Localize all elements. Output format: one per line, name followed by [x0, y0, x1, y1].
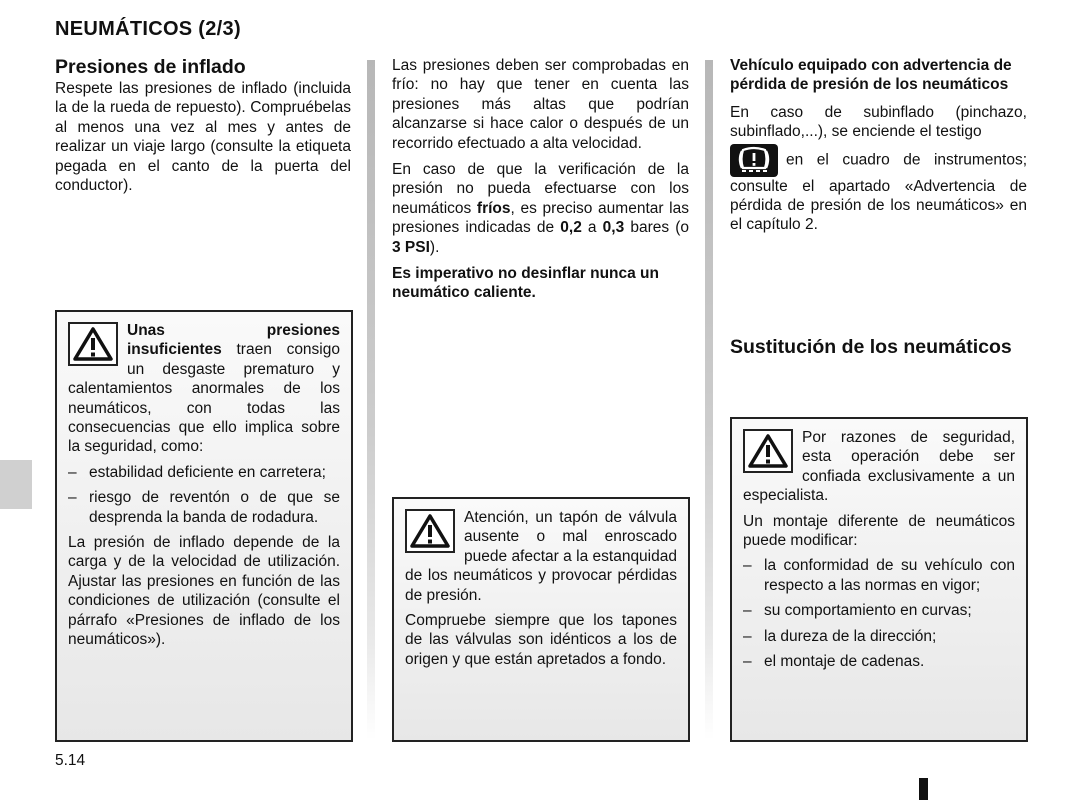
- column-2: [392, 56, 689, 310]
- hot-check-paragraph: En caso de que la verificación de la presión no pueda efectuarse con los neumáticos fríos, es preciso aumentar las presiones indicadas de 0,2 a 0,3 bares (o 3 PSI).: [392, 161, 690, 256]
- replacement-specialist-text: Por razones de seguridad, esta operación debe ser confiada exclusivamente a un especialista.: [743, 429, 1015, 505]
- list-item: – el montaje de cadenas.: [743, 653, 925, 671]
- warning-triangle-icon: [68, 322, 118, 366]
- warning-triangle-icon: [405, 509, 455, 553]
- section-heading-replacement: Sustitución de los neumáticos: [730, 335, 1012, 358]
- page-title: NEUMÁTICOS (2/3): [55, 18, 241, 40]
- warning-box-valve-cap: [392, 497, 690, 742]
- chapter-tab: [0, 460, 32, 509]
- list-item: – riesgo de reventón o de que se desprenda la banda de rodadura.: [68, 489, 340, 526]
- warning-underinflation-lead: Unas presiones insuficientes: [127, 322, 340, 359]
- no-deflate-notice: Es imperativo no desinflar nunca un neumático caliente.: [392, 265, 659, 302]
- cold-check-paragraph: Las presiones deben ser comprobadas en frío: no hay que tener en cuenta las presiones más altas que podrían alcanzarse si hace calor o después de un recorrido efectuado a alta velocidad.: [392, 57, 689, 152]
- column-separator-2: [705, 60, 713, 740]
- warning-underinflation-para2: La presión de inflado depende de la carga y de la velocidad de utilización. Ajustar las presiones en función de las condiciones de utilización (consulte el párrafo «Presiones de inflado de los neumáticos»).: [68, 534, 340, 649]
- section-heading-inflation: Presiones de inflado: [55, 56, 246, 78]
- list-item: – estabilidad deficiente en carretera;: [68, 463, 326, 481]
- column-3: [730, 56, 1027, 359]
- warning-underinflation-body: traen consigo un desgaste prematuro y calentamientos anormales de los neumáticos, con todas las consecuencias que ello implica sobre la seguridad, como:: [68, 341, 340, 456]
- warning-box-underinflation: [55, 310, 353, 742]
- warning-box-replacement: [730, 417, 1028, 742]
- valve-cap-check: Compruebe siempre que los tapones de las válvulas son idénticos a los de origen y que están apretados a fondo.: [405, 612, 677, 668]
- tpms-paragraph-1: En caso de subinflado (pinchazo, subinflado,...), se enciende el testigo: [730, 103, 1027, 141]
- column-1: [55, 56, 351, 202]
- replacement-modify-text: Un montaje diferente de neumáticos puede modificar:: [743, 512, 1015, 550]
- column-separator-1: [367, 60, 375, 740]
- warning-triangle-icon: [743, 429, 793, 473]
- tpms-paragraph-2: en el cuadro de instrumentos; consulte el apartado «Advertencia de pérdida de presión de los neumáticos» en el capítulo 2.: [730, 144, 1027, 235]
- tyre-pressure-warning-icon: [730, 144, 778, 177]
- tpms-heading: Vehículo equipado con advertencia de pérdida de presión de los neumáticos: [730, 57, 1012, 94]
- valve-cap-warning: Atención, un tapón de válvula ausente o mal enroscado puede afectar a la estanquidad de los neumáticos y provocar pérdidas de presión.: [405, 509, 677, 604]
- page-number: 5.14: [55, 752, 86, 769]
- page-corner-mark: [919, 778, 928, 800]
- list-item: – la conformidad de su vehículo con respecto a las normas en vigor;: [743, 557, 1015, 594]
- inflation-paragraph: Respete las presiones de inflado (incluida la de la rueda de repuesto). Compruébelas al menos una vez al mes y antes de realizar un viaje largo (consulte la etiqueta pegada en el canto de la puerta del conductor).: [55, 80, 351, 195]
- list-item: – su comportamiento en curvas;: [743, 602, 972, 620]
- list-item: – la dureza de la dirección;: [743, 627, 937, 645]
